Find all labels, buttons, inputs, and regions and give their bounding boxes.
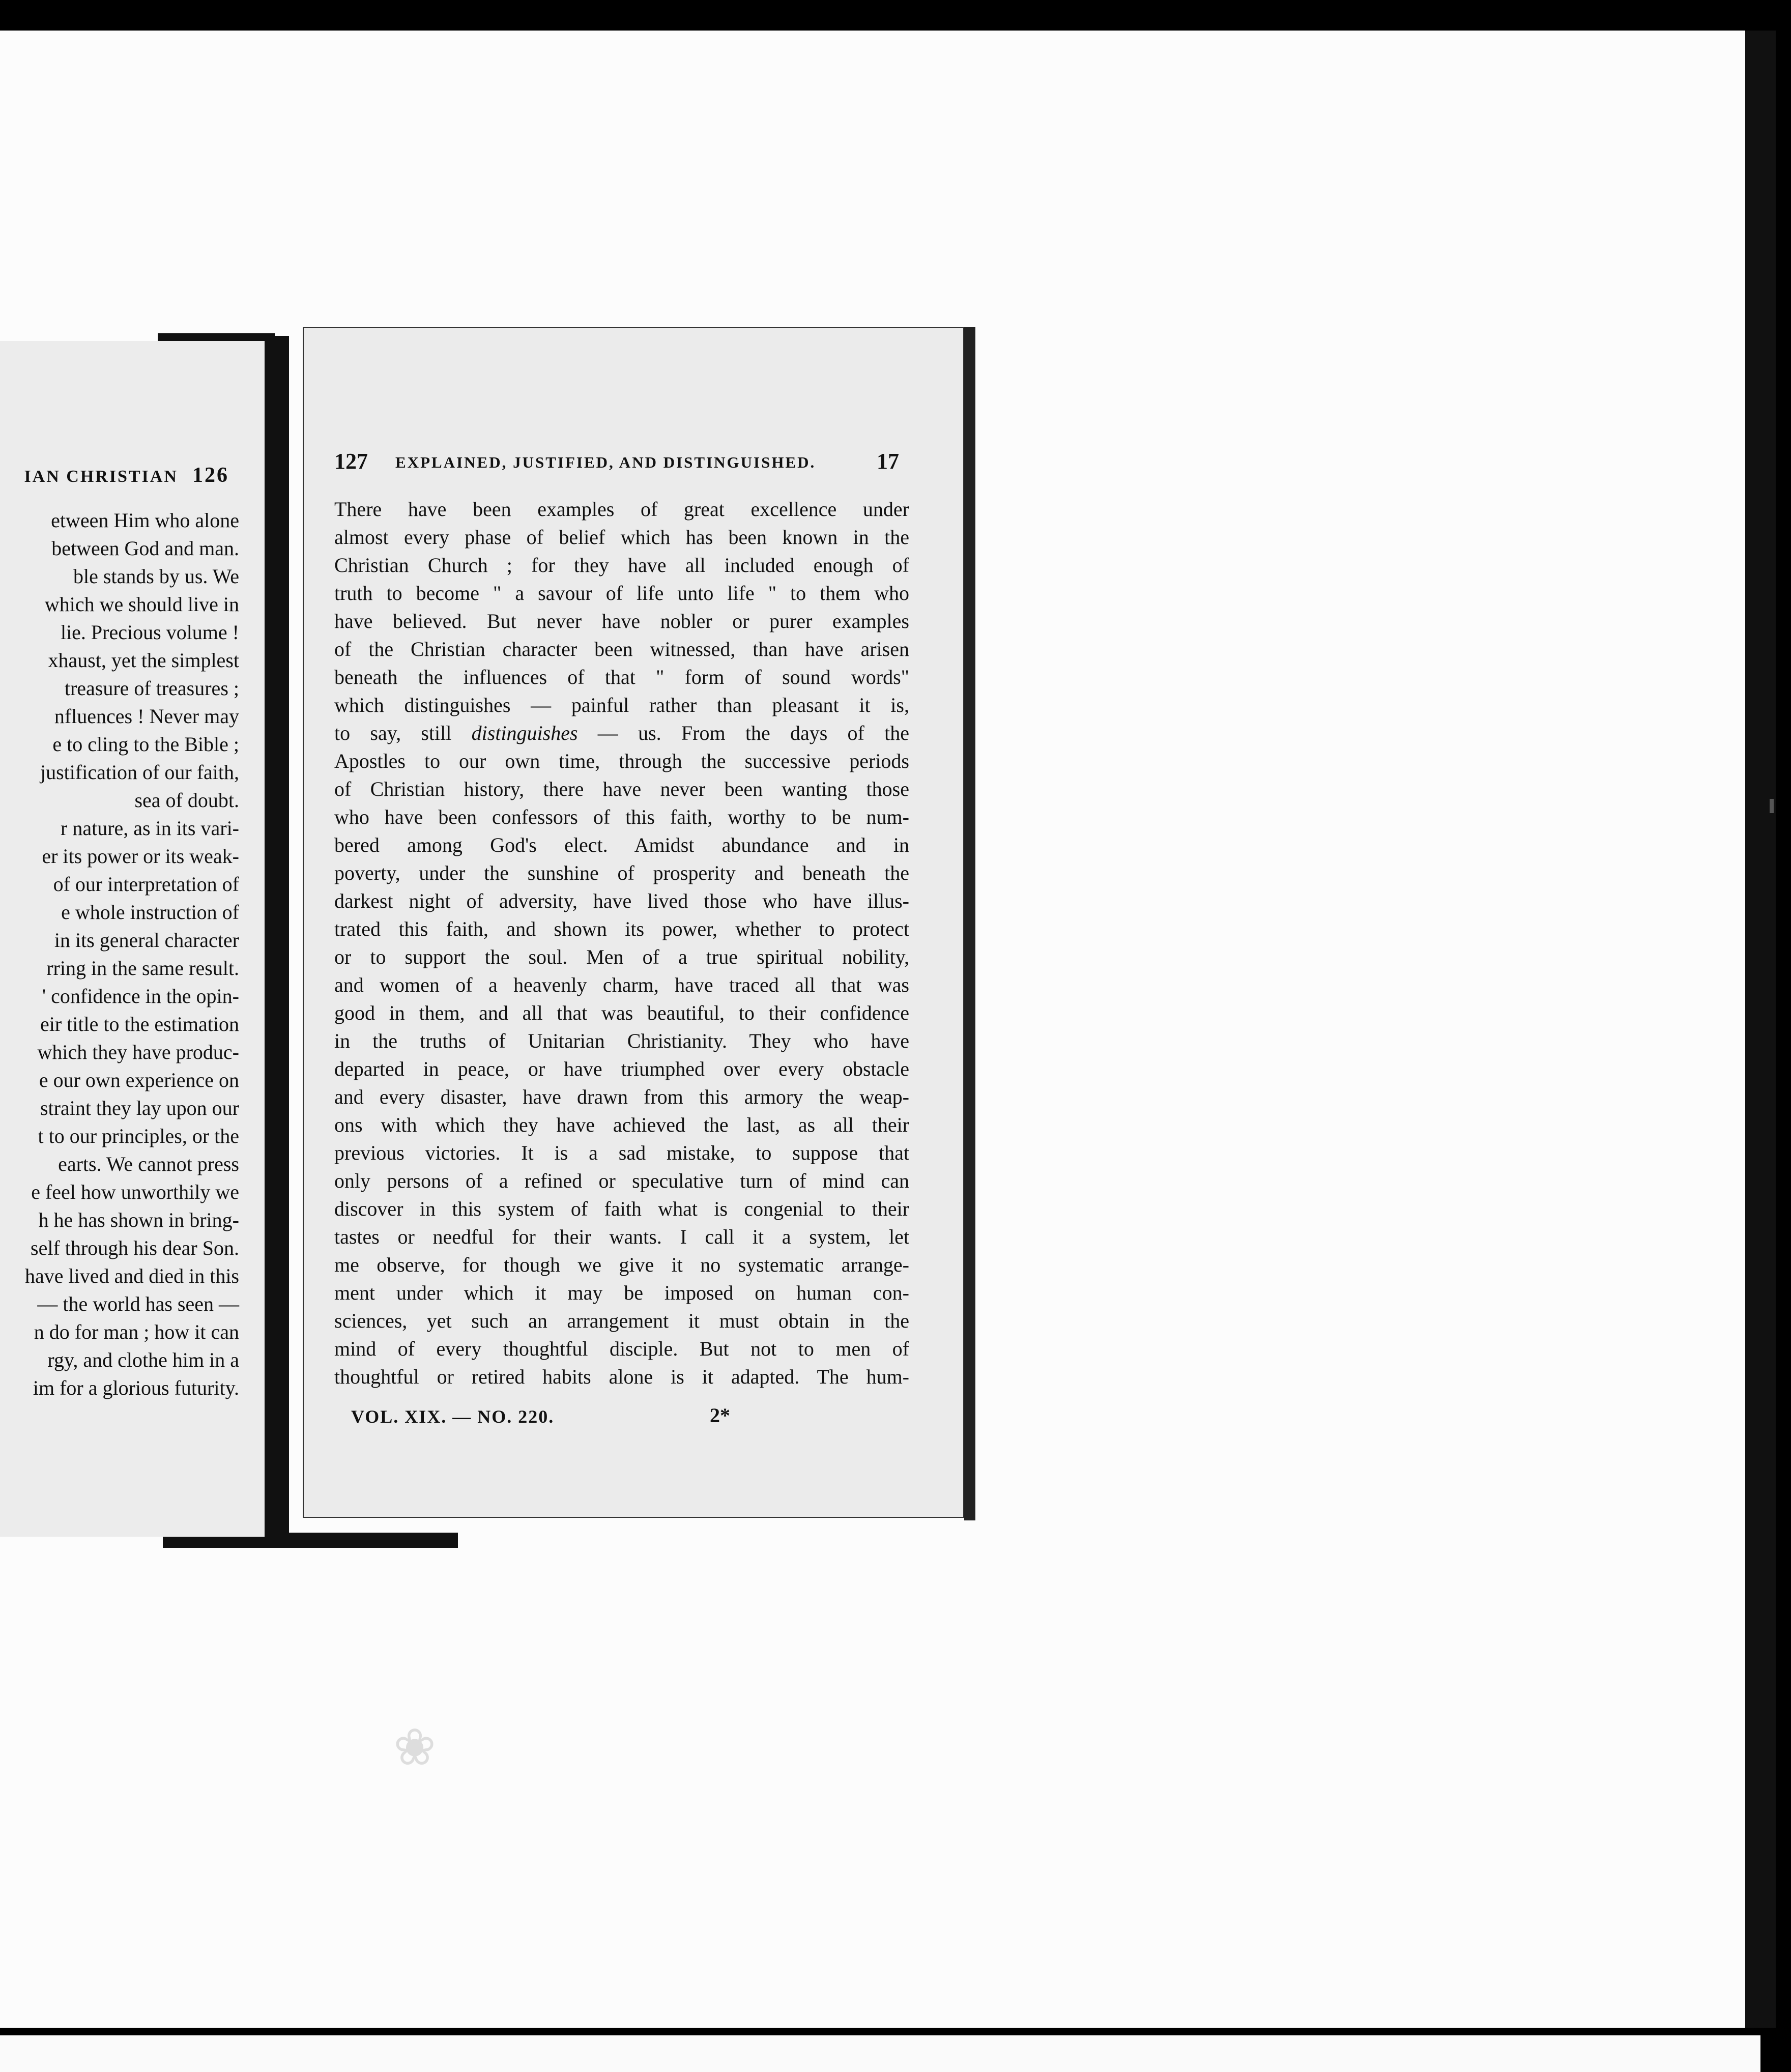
text-line: e whole instruction of [61,901,239,924]
text-line: ' confidence in the opin- [42,985,239,1008]
text-line: e to cling to the Bible ; [52,733,239,756]
left-page-body [0,506,239,1402]
text-line: sciences, yet such an arrangement it must obtain in the [334,1309,909,1332]
text-line: h he has shown in bring- [38,1208,239,1231]
text-line: me observe, for though we give it no systematic arrange- [334,1253,909,1276]
right-page-edge [964,327,975,1520]
text-line: previous victories. It is a sad mistake, to suppose that [334,1141,909,1164]
film-bottom-strip [0,2035,1760,2072]
right-page-body [334,495,909,1391]
text-line: discover in this system of faith what is congenial to their [334,1197,909,1220]
text-line: mind of every thoughtful disciple. But not to men of [334,1337,909,1360]
text-line: e our own experience on [39,1069,239,1091]
text-line: good in them, and all that was beautiful, to their confidence [334,1001,909,1024]
text-line: to say, still distinguishes — us. From the days of the [334,722,909,744]
text-line: t to our principles, or the [38,1125,239,1147]
text-line: straint they lay upon our [40,1097,239,1119]
left-page-number: 126 [192,464,229,487]
text-line: which they have produc- [37,1041,239,1063]
text-line: lie. Precious volume ! [60,621,239,644]
text-line: in the truths of Unitarian Christianity. They who have [334,1029,909,1052]
text-line: eir title to the estimation [40,1013,239,1035]
text-line: beneath the influences of that " form of sound words" [334,666,909,688]
text-line: etween Him who alone [51,509,239,532]
text-line: thoughtful or retired habits alone is it adapted. The hum- [334,1365,909,1388]
text-line: treasure of treasures ; [64,677,239,700]
text-line: justification of our faith, [40,761,239,784]
left-page [0,341,268,1537]
text-line: rgy, and clothe him in a [47,1348,239,1371]
text-line: earts. We cannot press [58,1153,239,1175]
text-line: poverty, under the sunshine of prosperity and beneath the [334,861,909,884]
right-running-head-text: EXPLAINED, JUSTIFIED, AND DISTINGUISHED. [395,453,816,471]
text-line: rring in the same result. [46,957,239,980]
text-line: between God and man. [51,537,239,560]
text-line: ment under which it may be imposed on human con- [334,1281,909,1304]
text-line: ble stands by us. We [73,565,239,588]
right-page-number-left: 127 [334,449,368,474]
text-line: Apostles to our own time, through the successive periods [334,750,909,772]
left-running-head-text: IAN CHRISTIAN [24,467,178,486]
text-line: only persons of a refined or speculative turn of mind can [334,1169,909,1192]
text-line: have believed. But never have nobler or purer examples [334,610,909,632]
text-line: of the Christian character been witnessed, than have arisen [334,638,909,660]
left-running-head [0,463,229,487]
text-line: bered among God's elect. Amidst abundance and in [334,833,909,856]
text-line: Christian Church ; for they have all included enough of [334,554,909,577]
text-line: darkest night of adversity, have lived those who have illus- [334,889,909,912]
right-running-head [334,448,899,479]
text-line: who have been confessors of this faith, worthy to be num- [334,805,909,828]
text-line: of Christian history, there have never been wanting those [334,778,909,800]
text-line: and women of a heavenly charm, have traced all that was [334,973,909,996]
edge-mark [1770,799,1774,813]
text-line: departed in peace, or have triumphed over every obstacle [334,1057,909,1080]
text-line: sea of doubt. [134,789,239,812]
footer-signature: 2* [710,1404,730,1427]
text-line: There have been examples of great excellence under [334,498,909,521]
text-line: tastes or needful for their wants. I call it a system, let [334,1225,909,1248]
text-line: im for a glorious futurity. [33,1376,239,1399]
text-line: — the world has seen — [37,1292,239,1315]
text-line: trated this faith, and shown its power, whether to protect [334,917,909,940]
text-line: nfluences ! Never may [54,705,239,728]
text-line: ons with which they have achieved the last, as all their [334,1113,909,1136]
right-page-number-right: 17 [877,449,899,474]
text-line: n do for man ; how it can [34,1320,239,1343]
text-line: xhaust, yet the simplest [48,649,239,672]
text-line: and every disaster, have drawn from this armory the weap- [334,1085,909,1108]
text-line: self through his dear Son. [31,1236,239,1259]
text-line: e feel how unworthily we [31,1181,239,1203]
right-page [303,327,964,1518]
text-line: almost every phase of belief which has been known in the [334,526,909,549]
text-line: which we should live in [44,593,239,616]
text-line: r nature, as in its vari- [61,817,239,840]
library-stamp-icon: ❀ [393,1719,436,1776]
footer-volume: VOL. XIX. — NO. 220. [351,1406,555,1427]
text-line: er its power or its weak- [42,845,239,868]
text-line: of our interpretation of [53,873,239,896]
book-spine [265,336,289,1547]
text-line: in its general character [54,929,239,952]
text-line: have lived and died in this [24,1264,239,1287]
text-line: which distinguishes — painful rather than pleasant it is, [334,694,909,716]
text-line: truth to become " a savour of life unto life " to them who [334,582,909,605]
film-right-border [1745,31,1776,2028]
text-line: or to support the soul. Men of a true spiritual nobility, [334,945,909,968]
